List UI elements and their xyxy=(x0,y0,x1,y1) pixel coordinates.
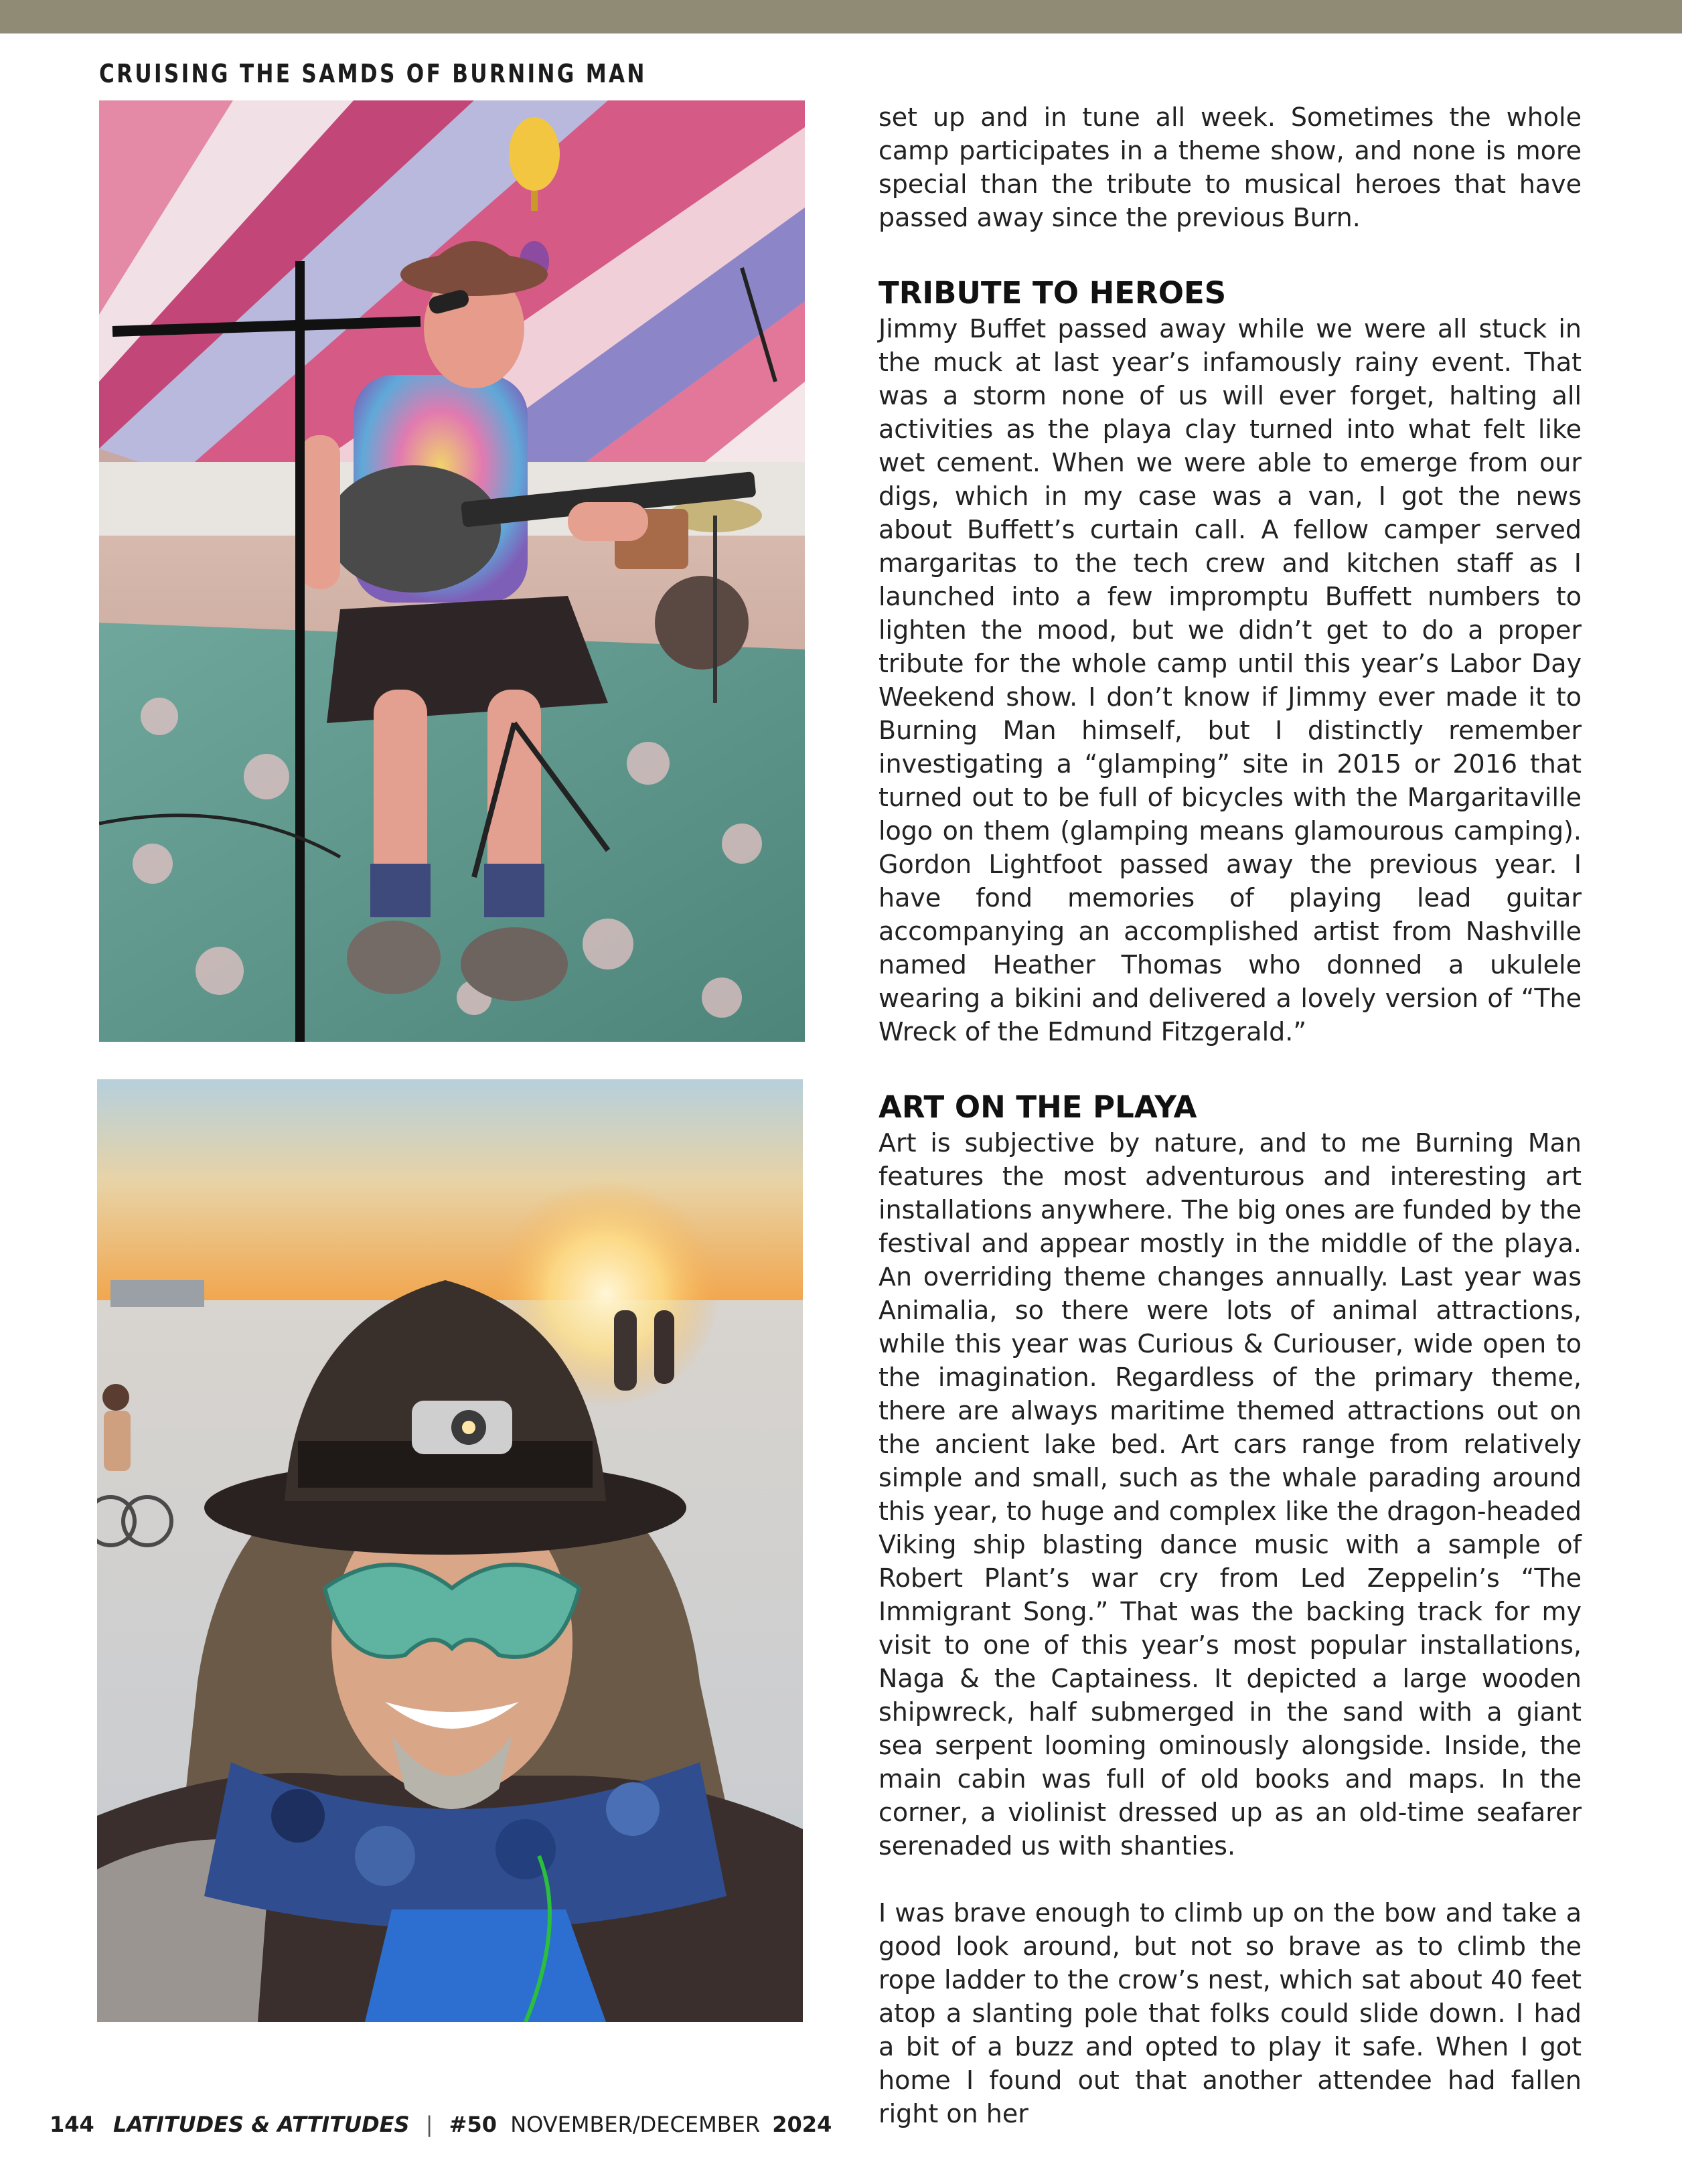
photo-masked-selfie xyxy=(97,1079,803,2022)
article-column xyxy=(878,100,1582,2130)
issue-number: #50 xyxy=(449,2112,498,2137)
tribute-body: Jimmy Buffet passed away while we were all stuck in the muck at last year’s infamously rainy event. That was a storm none of us will ever forget, halting all activities as the playa clay turned into what felt like wet cement. When we were able to emerge from our digs, which in my case was a van, I got the news about Buffett’s curtain call. A fellow camper served margaritas to the tech crew and kitchen staff as I launched into a few impromptu Buffett numbers to lighten the mood, but we didn’t get to do a proper tribute for the whole camp until this year’s Labor Day Weekend show. I don’t know if Jimmy ever made it to Burning Man himself, but I distinctly remember investigating a “glamping” site in 2015 or 2016 that turned out to be full of bicycles with the Margaritaville logo on them (glamping means glamourous camping). Gordon Lightfoot passed away the previous year. I have fond memories of playing lead guitar accompanying an accomplished artist from Nashville named Heather Thomas who donned a ukulele wearing a bikini and delivered a lovely version of “The Wreck of the Edmund Fitzgerald.” xyxy=(878,314,1582,1046)
section-header: CRUISING THE SAMDS OF BURNING MAN xyxy=(99,59,647,88)
closing-paragraph: I was brave enough to climb up on the bow and take a good look around, but not so brave as to climb the rope ladder to the crow’s nest, which sat about 40 feet atop a slanting pole that folks could slide down. I had a bit of a buzz and opted to play it safe. When I got home I found out that another attendee had fallen right on her xyxy=(878,1898,1582,2128)
page-footer xyxy=(50,2112,832,2137)
art-body: Art is subjective by nature, and to me Burning Man features the most adventurous and interesting art installations anywhere. The big ones are funded by the festival and appear mostly in the middle of the playa. An overriding theme changes annually. Last year was Animalia, so there were lots of animal attractions, while this year was Curious & Curiouser, wide open to the imagination. Regardless of the primary theme, there are always maritime themed attractions out on the ancient lake bed. Art cars range from relatively simple and small, such as the whale parading around this year, to huge and complex like the dragon-headed Viking ship blasting dance music with a sample of Robert Plant’s war cry from Led Zeppelin’s “The Immigrant Song.” That was the backing track for my visit to one of this year’s most popular installations, Naga & the Captainess. It depicted a large wooden shipwreck, half submerged in the sand with a giant sea serpent looming ominously alongside. Inside, the main cabin was full of old books and maps. In the corner, a violinist dressed up as an old-time seafarer serenaded us with shanties. xyxy=(878,1128,1582,1861)
page-number: 144 xyxy=(50,2112,94,2137)
heading-art-on-the-playa: ART ON THE PLAYA xyxy=(878,1089,1197,1125)
photo-musician xyxy=(99,100,805,1042)
footer-separator: | xyxy=(425,2112,433,2137)
issue-months: NOVEMBER/DECEMBER xyxy=(510,2112,761,2137)
issue-year: 2024 xyxy=(772,2112,832,2137)
magazine-name: LATITUDES & ATTITUDES xyxy=(112,2112,410,2137)
article-intro: set up and in tune all week. Sometimes the whole camp participates in a theme show, and none is more special than the tribute to musical heroes that have passed away since the previous Burn. xyxy=(878,102,1582,232)
heading-tribute-to-heroes: TRIBUTE TO HEROES xyxy=(878,275,1227,311)
top-color-band xyxy=(0,0,1682,33)
